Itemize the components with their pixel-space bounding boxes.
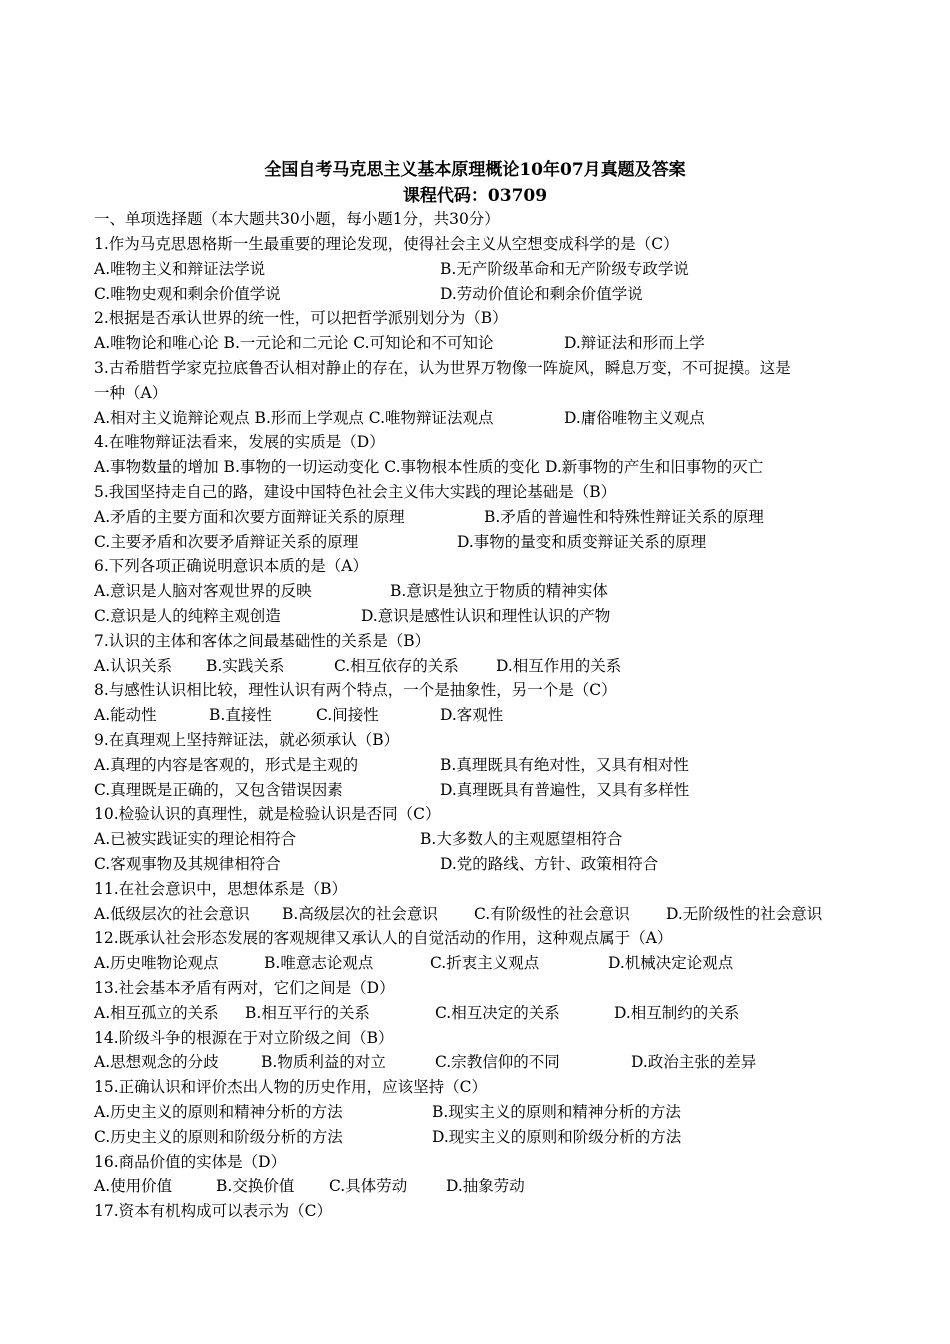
options-line (94, 1001, 864, 1026)
options-line (94, 753, 864, 778)
option-item: C.具体劳动 (329, 1177, 408, 1196)
option-item: A.真理的内容是客观的，形式是主观的 (94, 755, 359, 774)
options-line (94, 257, 864, 282)
question-line: 16.商品价值的实体是（D） (94, 1152, 287, 1171)
option-item: B.无产阶级革命和无产阶级专政学说 (440, 259, 689, 278)
options-line (94, 902, 864, 927)
options-line (94, 282, 864, 307)
option-item: A.唯物主义和辩证法学说 (94, 259, 266, 278)
options-line (94, 530, 864, 555)
option-item: B.真理既具有绝对性，又具有相对性 (440, 755, 689, 774)
question-line: 11.在社会意识中，思想体系是（B） (94, 879, 348, 898)
options-line (94, 703, 864, 728)
option-item: D.无阶级性的社会意识 (666, 904, 823, 923)
option-item: A.思想观念的分歧 (94, 1053, 219, 1072)
option-item: D.客观性 (440, 706, 504, 725)
section-heading: 一、单项选择题（本大题共30小题，每小题1分，共30分） (94, 210, 500, 228)
option-item: C.意识是人的纯粹主观创造 (94, 607, 281, 625)
option-item: B.实践关系 (206, 656, 285, 675)
question-line: 13.社会基本矛盾有两对，它们之间是（D） (94, 979, 395, 997)
options-line (94, 406, 864, 431)
option-item: D.政治主张的差异 (631, 1053, 757, 1072)
option-item: A.相互孤立的关系 (94, 1003, 219, 1022)
option-item: C.真理既是正确的，又包含错误因素 (94, 780, 343, 799)
option-item: B.矛盾的普遍性和特殊性辩证关系的原理 (484, 507, 764, 526)
question-line: 5.我国坚持走自己的路，建设中国特色社会主义伟大实践的理论基础是（B） (94, 483, 617, 501)
option-item: A.已被实践证实的理论相符合 (94, 830, 297, 849)
question-line: 6.下列各项正确说明意识本质的是（A） (94, 557, 368, 576)
options-line (94, 604, 864, 629)
question-line: 4.在唯物辩证法看来，发展的实质是（D） (94, 433, 385, 452)
option-item: D.劳动价值论和剩余价值学说 (440, 284, 643, 303)
option-item: B.相互平行的关系 (245, 1003, 370, 1022)
options-line (94, 1050, 864, 1075)
option-item: B.高级层次的社会意识 (282, 904, 438, 923)
course-code: 课程代码：03709 (402, 186, 548, 206)
option-item: A.唯物论和唯心论 B.一元论和二元论 C.可知论和不可知论 (94, 334, 494, 353)
question-line: 7.认识的主体和客体之间最基础性的关系是（B） (94, 631, 431, 650)
option-item: A.历史主义的原则和精神分析的方法 (94, 1103, 343, 1121)
options-line (94, 778, 864, 803)
option-item: D.事物的量变和质变辩证关系的原理 (457, 532, 707, 551)
option-item: D.意识是感性认识和理性认识的产物 (361, 607, 611, 625)
options-line (94, 654, 864, 679)
option-item: C.唯物史观和剩余价值学说 (94, 284, 281, 303)
option-item: D.抽象劳动 (446, 1177, 525, 1196)
option-item: C.有阶级性的社会意识 (474, 904, 630, 923)
option-item: C.宗教信仰的不同 (435, 1053, 560, 1072)
options-line (94, 951, 864, 976)
option-item: C.相互依存的关系 (334, 656, 459, 675)
option-item: D.党的路线、方针、政策相符合 (440, 855, 659, 873)
option-item: A.认识关系 (94, 656, 173, 675)
option-item: C.主要矛盾和次要矛盾辩证关系的原理 (94, 532, 359, 551)
option-item: D.相互制约的关系 (614, 1003, 740, 1022)
question-line: 1.作为马克思恩格斯一生最重要的理论发现，使得社会主义从空想变成科学的是（C） (94, 235, 679, 253)
document-title: 全国自考马克思主义基本原理概论10年07月真题及答案 (264, 160, 686, 180)
option-item: C.客观事物及其规律相符合 (94, 855, 281, 873)
option-item: D.机械决定论观点 (608, 954, 734, 973)
option-item: D.现实主义的原则和阶级分析的方法 (432, 1127, 682, 1146)
question-line: 9.在真理观上坚持辩证法，就必须承认（B） (94, 731, 400, 749)
option-item: B.唯意志论观点 (264, 954, 374, 973)
options-line (94, 505, 864, 530)
question-line: 10.检验认识的真理性，就是检验认识是否同（C） (94, 805, 441, 824)
option-item: C.相互决定的关系 (435, 1003, 560, 1022)
question-line: A.事物数量的增加 B.事物的一切运动变化 C.事物根本性质的变化 D.新事物的产生和旧事物的灭亡 (94, 458, 764, 477)
question-line: 一种（A） (94, 383, 168, 402)
question-line: 12.既承认社会形态发展的客观规律又承认人的自觉活动的作用，这种观点属于（A） (94, 929, 673, 948)
option-item: A.矛盾的主要方面和次要方面辩证关系的原理 (94, 507, 405, 526)
option-item: A.历史唯物论观点 (94, 954, 219, 973)
option-item: A.相对主义诡辩论观点 B.形而上学观点 C.唯物辩证法观点 (94, 408, 494, 427)
question-line: 17.资本有机构成可以表示为（C） (94, 1202, 333, 1221)
options-line (94, 331, 864, 356)
question-line: 14.阶级斗争的根源在于对立阶级之间（B） (94, 1028, 394, 1047)
option-item: B.直接性 (209, 706, 272, 725)
option-item: B.意识是独立于物质的精神实体 (390, 582, 608, 601)
options-line (94, 852, 864, 877)
option-item: D.真理既具有普遍性，又具有多样性 (440, 780, 690, 799)
option-item: C.间接性 (316, 706, 379, 725)
options-line (94, 827, 864, 852)
option-item: C.折衷主义观点 (430, 954, 540, 973)
question-line: 8.与感性认识相比较，理性认识有两个特点，一个是抽象性，另一个是（C） (94, 681, 617, 700)
option-item: B.物质利益的对立 (261, 1053, 386, 1072)
option-item: D.相互作用的关系 (496, 656, 622, 675)
option-item: B.现实主义的原则和精神分析的方法 (432, 1103, 681, 1121)
options-line (94, 1125, 864, 1150)
question-line: 3.古希腊哲学家克拉底鲁否认相对静止的存在，认为世界万物像一阵旋风，瞬息万变，不可捉摸。这是 (94, 359, 791, 377)
options-line (94, 579, 864, 604)
option-item: D.辩证法和形而上学 (564, 334, 705, 353)
question-line: 15.正确认识和评价杰出人物的历史作用，应该坚持（C） (94, 1078, 488, 1097)
option-item: A.低级层次的社会意识 (94, 904, 250, 923)
option-item: A.意识是人脑对客观世界的反映 (94, 582, 312, 601)
option-item: A.使用价值 (94, 1177, 173, 1196)
option-item: B.大多数人的主观愿望相符合 (420, 830, 623, 849)
option-item: A.能动性 (94, 706, 157, 725)
options-line (94, 1100, 864, 1125)
option-item: D.庸俗唯物主义观点 (564, 408, 705, 427)
question-line: 2.根据是否承认世界的统一性，可以把哲学派别划分为（B） (94, 309, 508, 328)
option-item: C.历史主义的原则和阶级分析的方法 (94, 1127, 343, 1146)
option-item: B.交换价值 (216, 1177, 295, 1196)
options-line (94, 1174, 864, 1199)
